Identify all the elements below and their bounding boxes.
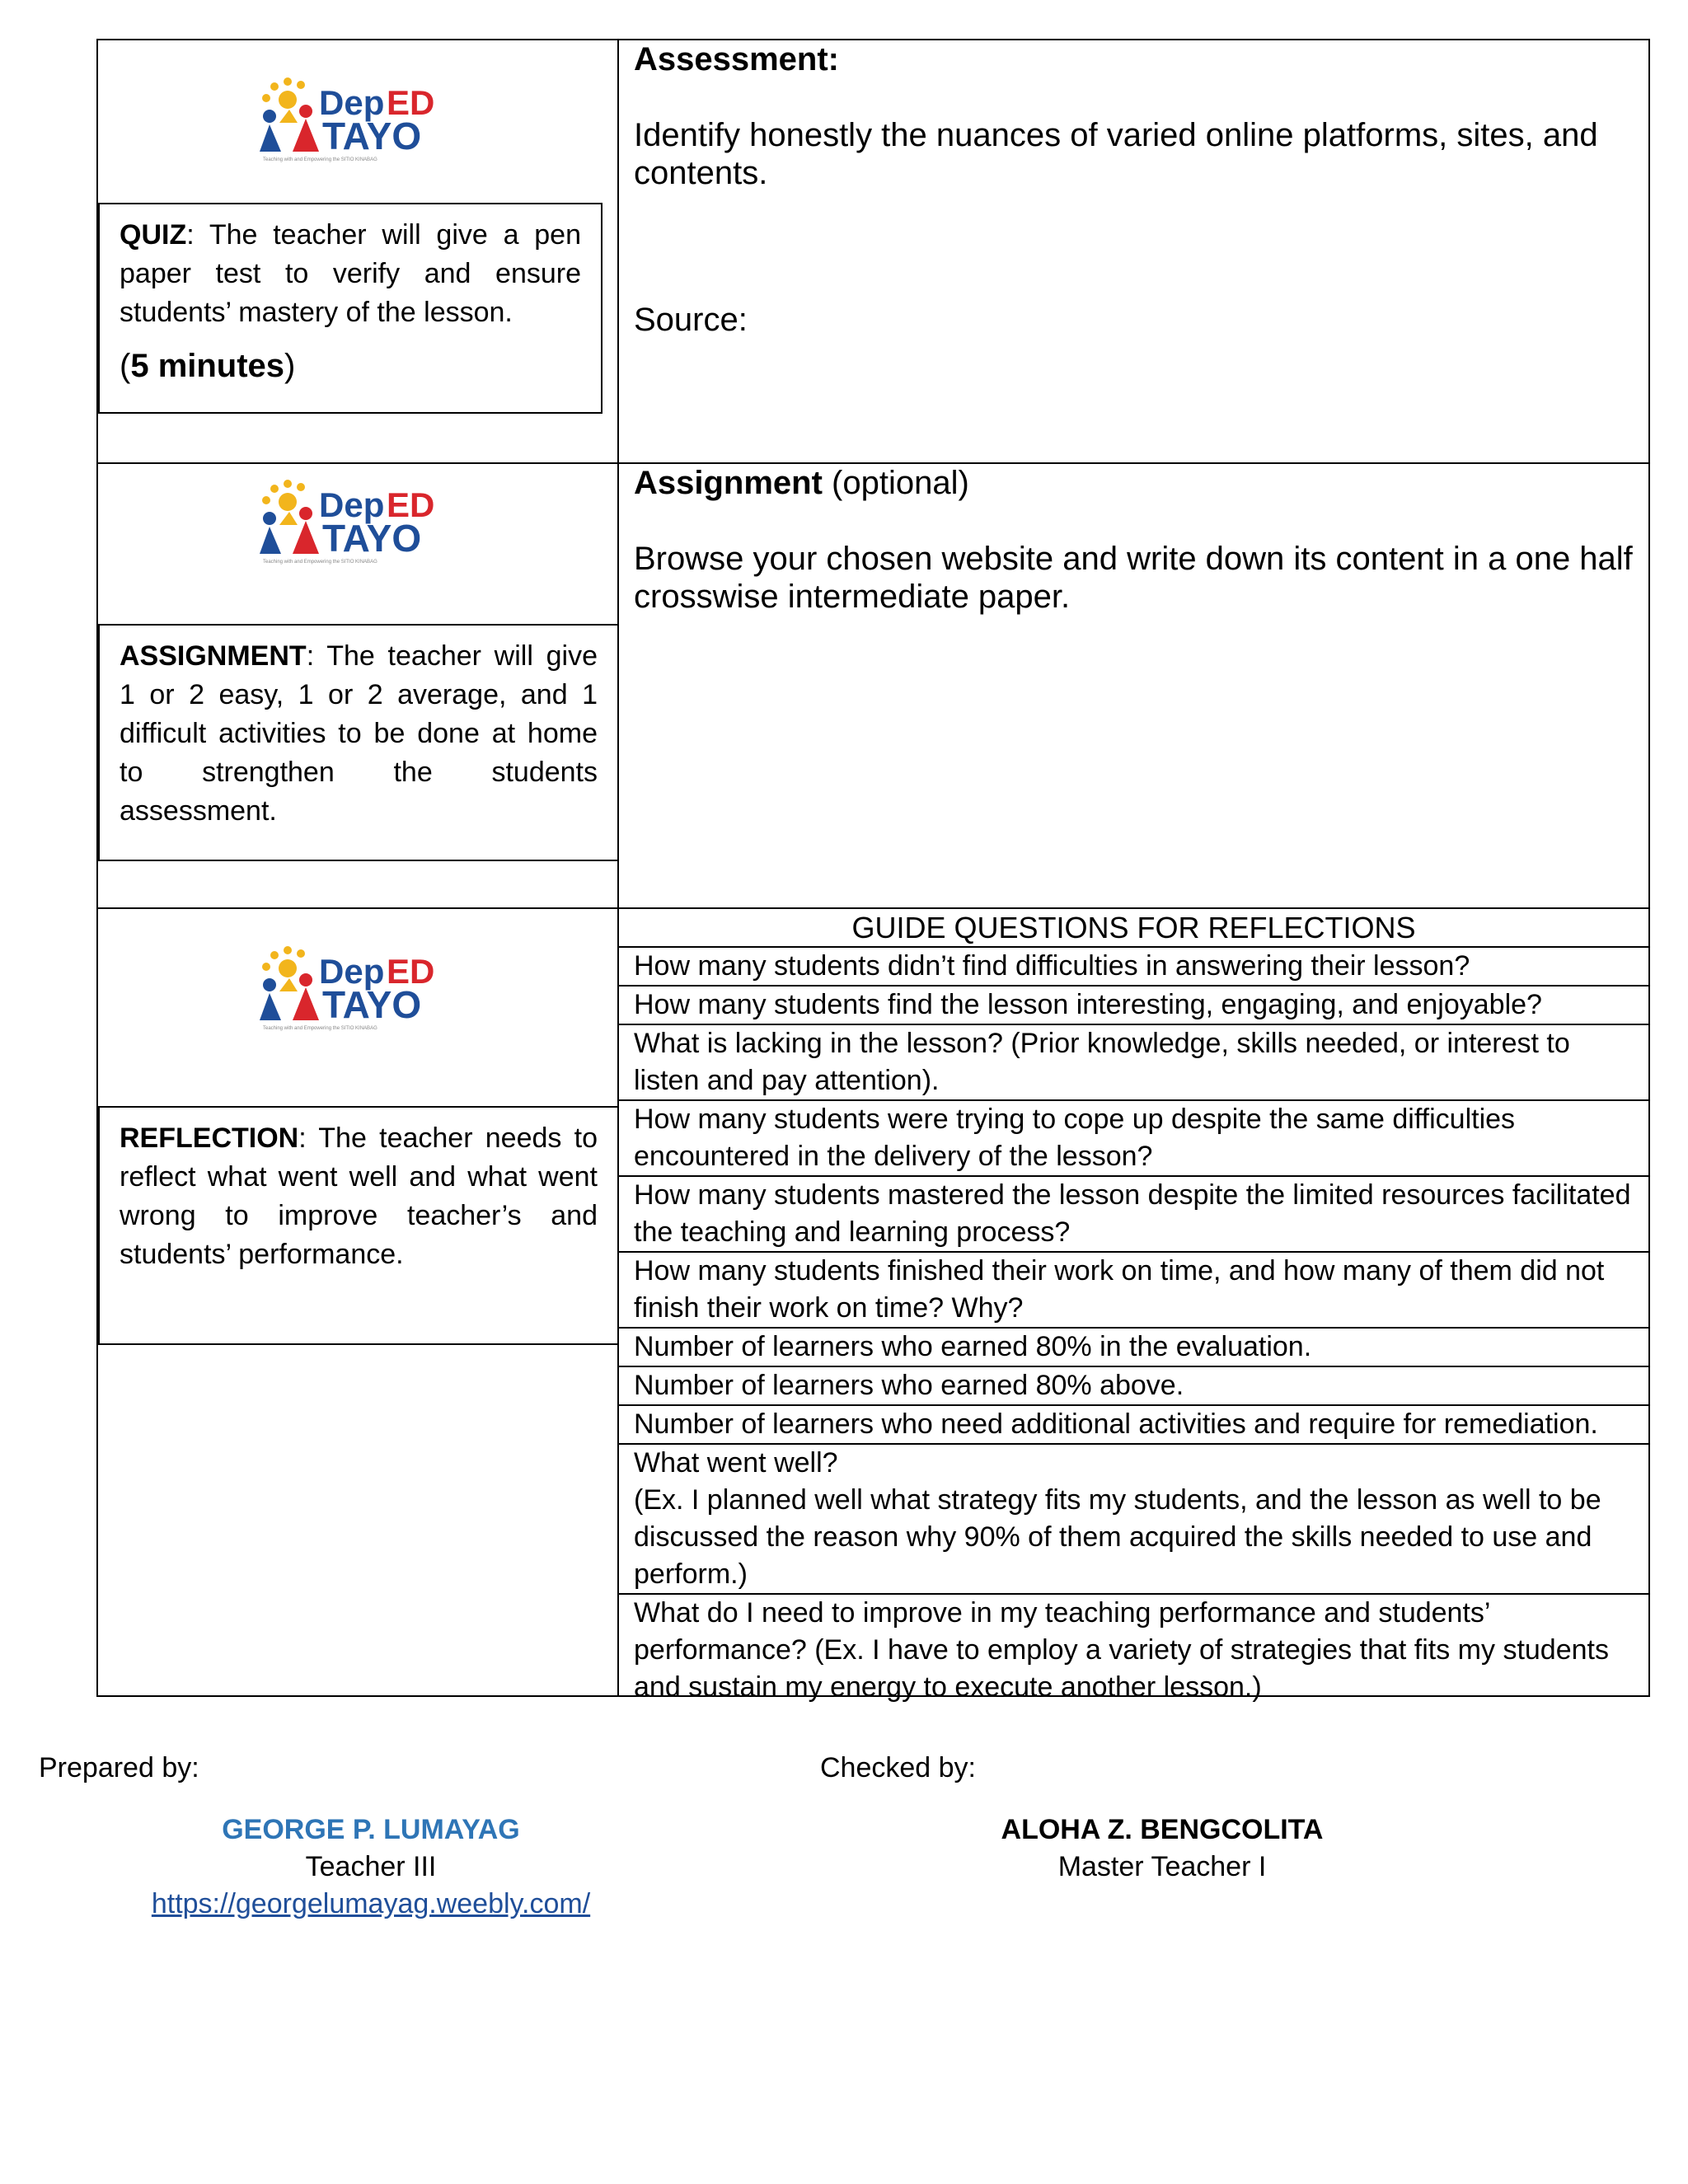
logo-text-dep: Dep [319,952,385,991]
checker-title: Master Teacher I [1057,1851,1267,1882]
quiz-duration [120,345,581,387]
logo-tagline: Teaching with and Empowering the SITIO KINABAG [263,560,377,565]
logo-tagline: Teaching with and Empowering the SITIO KINABAG [263,157,377,162]
assessment-heading: Assessment: [634,41,840,77]
logo-text-tayo: TAYO [322,115,422,157]
guide-questions-list [619,948,1648,1706]
checker-name: ALOHA Z. BENGCOLITA [1001,1814,1324,1845]
prepared-by-label: Prepared by: [39,1752,199,1783]
lesson-plan-table [96,39,1650,1703]
assignment-left-cell [98,464,619,907]
deped-tayo-logo-icon [255,476,461,566]
assignment-box [98,624,619,861]
guide-question-row: What do I need to improve in my teaching performance and students’ performance? (Ex. I have to employ a variety of strategies that fits my students and sustain my energy to execute another lesson.) [634,1597,1609,1703]
guide-question-row: What is lacking in the lesson? (Prior knowledge, skills needed, or interest to listen and pay attention). [619,1025,1648,1101]
quiz-minutes: 5 minutes [130,348,285,384]
quiz-text: : The teacher will give a pen paper test to verify and ensure students’ mastery of the lesson. [120,219,581,328]
logo-text-ed: ED [387,952,435,991]
deped-tayo-logo [98,464,617,593]
logo-tagline: Teaching with and Empowering the SITIO KINABAG [263,1026,377,1031]
reflection-label: REFLECTION [120,1122,299,1154]
paren-close: ) [284,348,296,384]
guide-questions-title: GUIDE QUESTIONS FOR REFLECTIONS [619,909,1648,948]
logo-text-dep: Dep [319,485,385,524]
guide-question-row: How many students find the lesson interesting, engaging, and enjoyable? [619,987,1648,1025]
assessment-text: Identify honestly the nuances of varied online platforms, sites, and contents. [634,117,1598,191]
guide-question-row: How many students mastered the lesson despite the limited resources facilitated the teaching and learning process? [619,1177,1648,1253]
reflection-box [98,1106,619,1345]
deped-tayo-logo-icon [255,73,461,164]
reflection-description [120,1119,598,1274]
paren-open: ( [120,348,131,384]
preparer-title: Teacher III [305,1851,437,1882]
assignment-heading-bold: Assignment [634,465,823,501]
guide-question-row: Number of learners who earned 80% in the evaluation. [619,1329,1648,1367]
guide-question-row: How many students finished their work on time, and how many of them did not finish their work on time? Why? [619,1253,1648,1329]
quiz-box [98,203,603,414]
reflection-left-cell [98,909,619,1695]
assignment-heading-optional: (optional) [822,465,969,501]
assignment-box-text: : The teacher will give 1 or 2 easy, 1 or 2 average, and 1 difficult activities to be done at home to strengthen the students assessment. [120,640,598,827]
checked-by-label: Checked by: [820,1752,976,1783]
quiz-label: QUIZ [120,219,187,251]
logo-text-ed: ED [387,83,435,122]
deped-tayo-logo [98,909,617,1038]
logo-text-tayo: TAYO [322,517,422,560]
assignment-description [120,637,598,831]
guide-questions-table [619,909,1648,1703]
assignment-row [96,464,1650,909]
quiz-row [96,39,1650,464]
assessment-cell [619,40,1648,462]
logo-text-ed: ED [387,485,435,524]
assignment-heading [634,464,1634,502]
guide-question-row: How many students were trying to cope up despite the same difficulties encountered in the delivery of the lesson? [619,1101,1648,1177]
preparer-signature [132,1811,610,1923]
reflection-row [96,909,1650,1703]
preparer-website-link[interactable]: https://georgelumayag.weebly.com/ [151,1888,591,1919]
assignment-cell [619,464,1648,907]
logo-text-tayo: TAYO [322,983,422,1026]
preparer-name: GEORGE P. LUMAYAG [222,1814,520,1845]
deped-tayo-logo [98,40,617,170]
guide-question-row: How many students didn’t find difficulties in answering their lesson? [619,948,1648,987]
assessment-source: Source: [634,302,748,338]
assignment-label: ASSIGNMENT [120,640,307,672]
checker-signature [915,1811,1409,1886]
assignment-text: Browse your chosen website and write down its content in a one half crosswise intermediate paper. [634,541,1633,615]
logo-text-dep: Dep [319,83,385,122]
guide-question-row: What went well? (Ex. I planned well what strategy fits my students, and the lesson as well to be discussed the reason why 90% of them acquired the skills needed to use and perform.) [619,1445,1648,1595]
guide-question-row: Number of learners who earned 80% above. [619,1367,1648,1406]
guide-question-row: Number of learners who need additional activities and require for remediation. [619,1406,1648,1445]
deped-tayo-logo-icon [255,942,461,1033]
reflection-box-text: : The teacher needs to reflect what went well and what went wrong to improve teacher’s and students’ performance. [120,1122,598,1270]
quiz-description [120,216,581,332]
quiz-left-cell [98,40,619,462]
